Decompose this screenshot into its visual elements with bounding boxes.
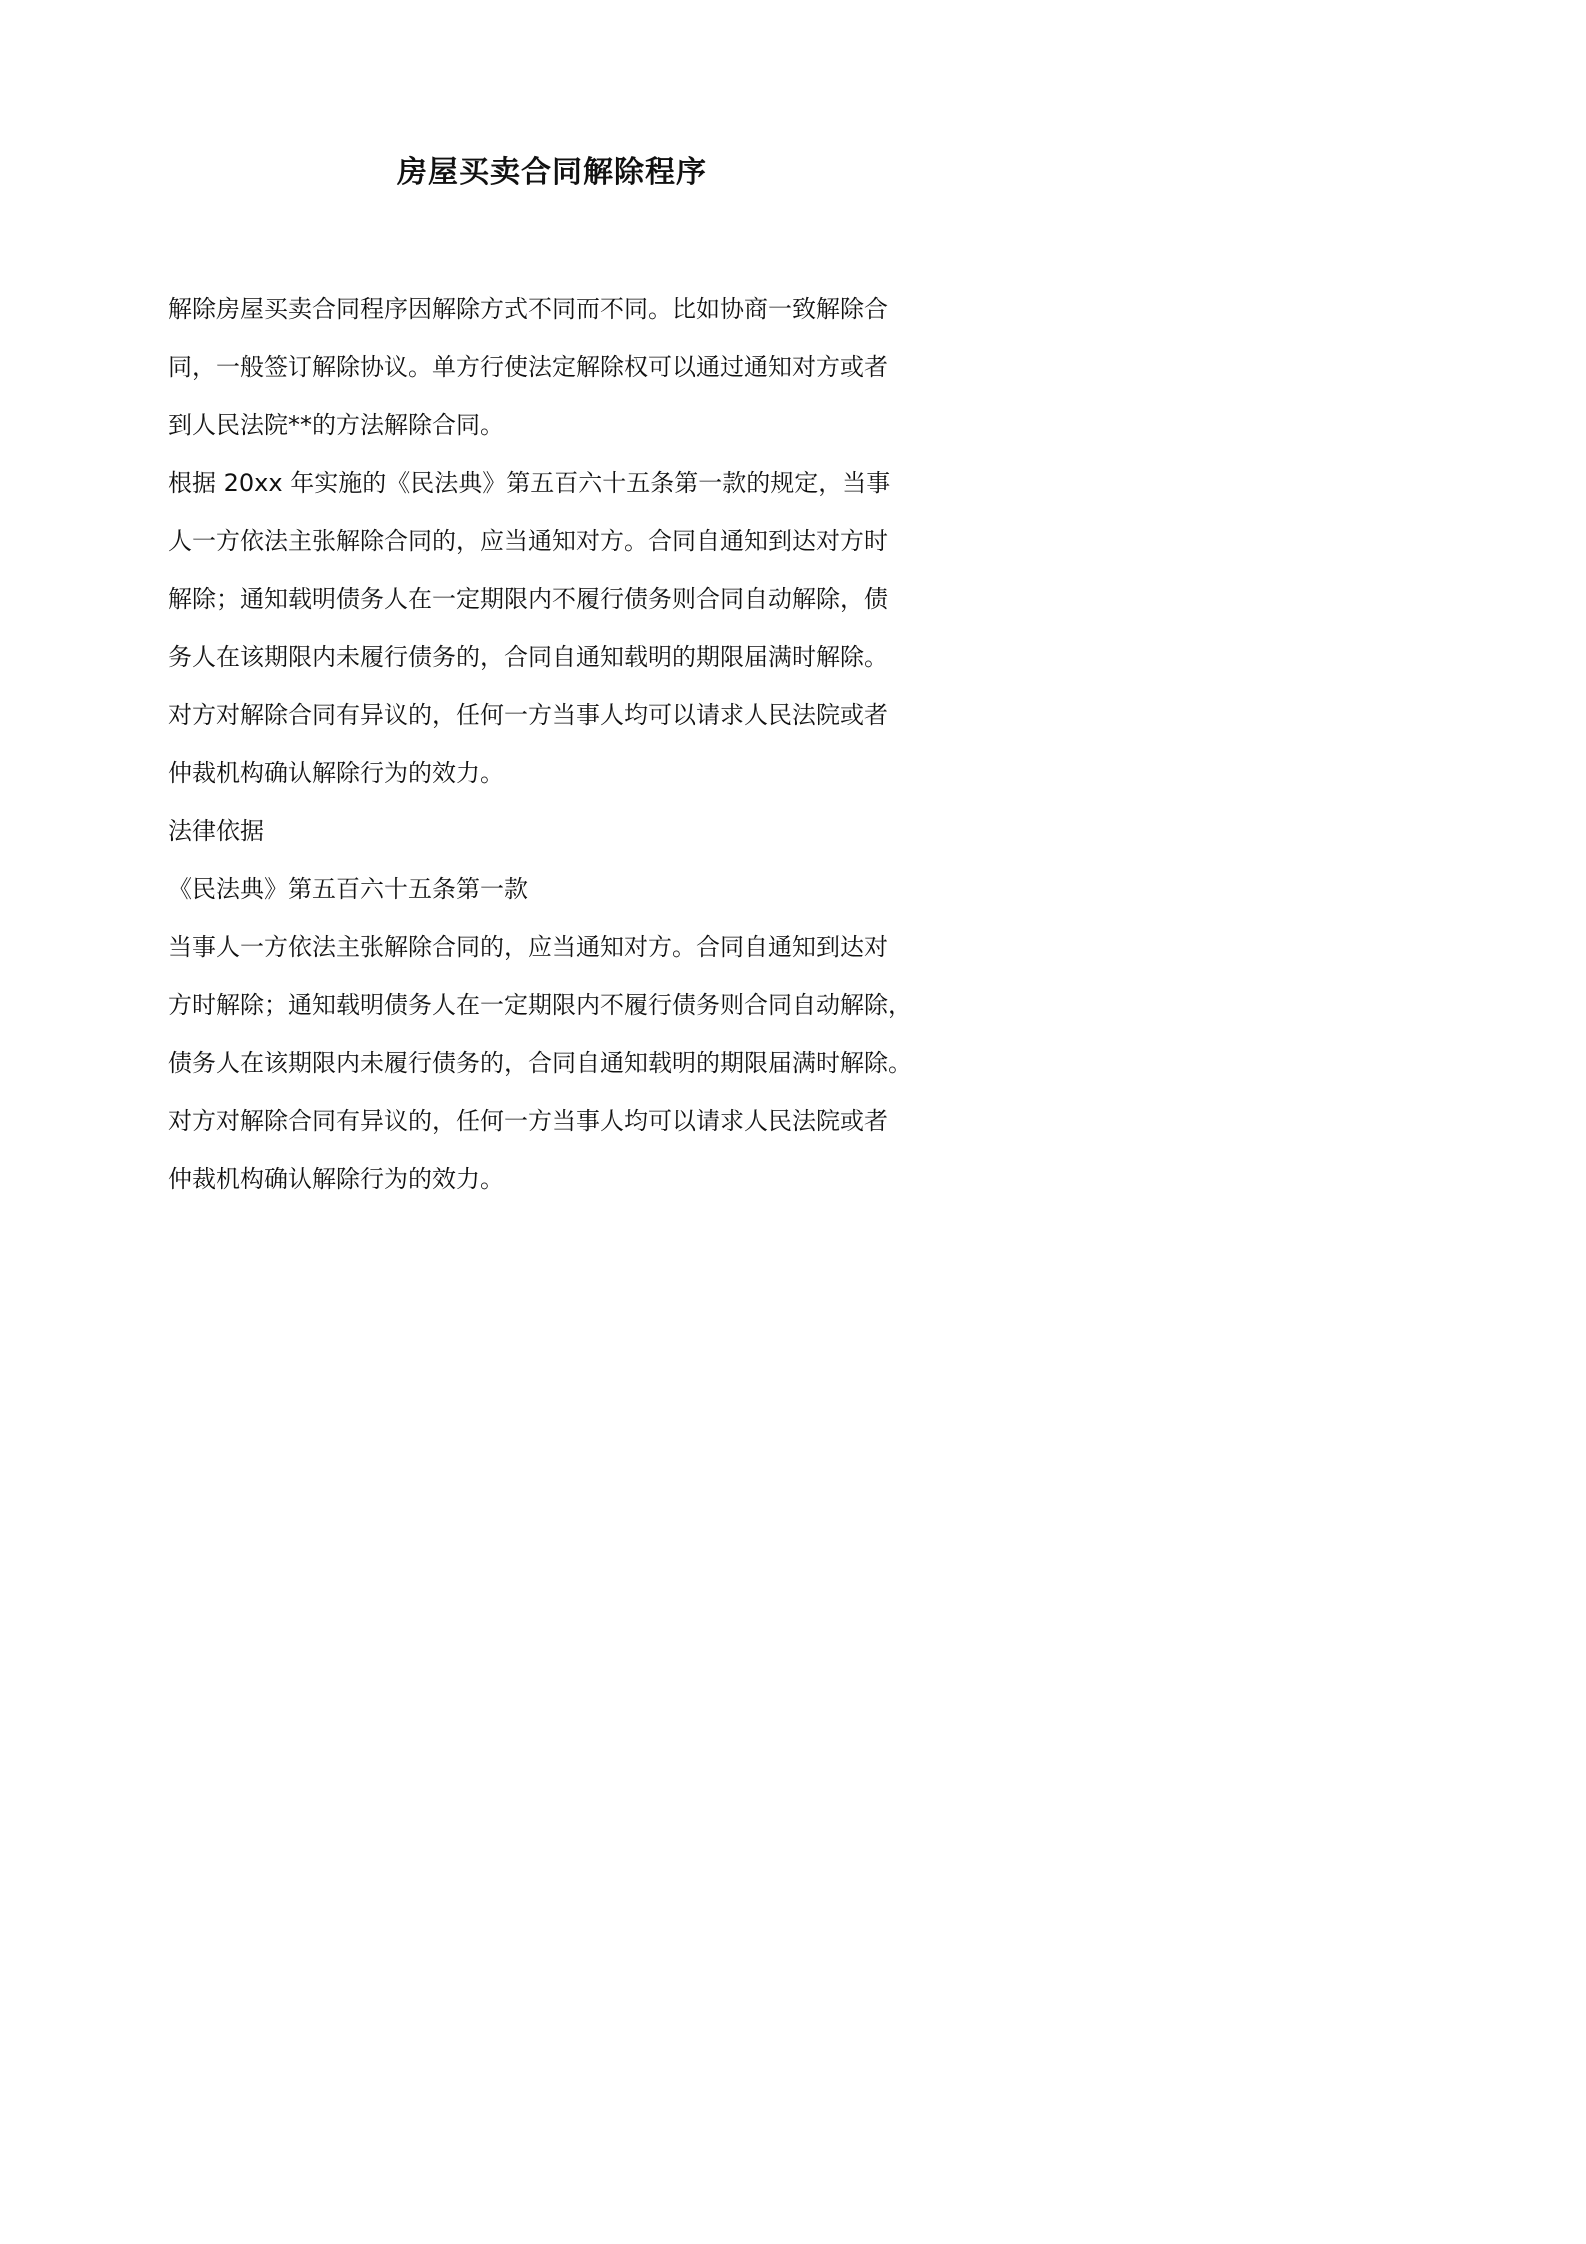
document-page <box>0 0 1104 1561</box>
document-title: 房屋买卖合同解除程序 <box>397 155 707 190</box>
law-citation: 《民法典》第五百六十五条第一款 <box>168 875 528 903</box>
body-line: 当事人一方依法主张解除合同的，应当通知对方。合同自通知到达对 <box>168 933 888 961</box>
body-line: 同，一般签订解除协议。单方行使法定解除权可以通过通知对方或者 <box>168 353 888 381</box>
body-line: 根据 20xx 年实施的《民法典》第五百六十五条第一款的规定，当事 <box>168 469 891 497</box>
document-body <box>168 280 968 1208</box>
body-line: 务人在该期限内未履行债务的，合同自通知载明的期限届满时解除。 <box>168 643 888 671</box>
body-line: 仲裁机构确认解除行为的效力。 <box>168 1165 504 1193</box>
body-line: 解除房屋买卖合同程序因解除方式不同而不同。比如协商一致解除合 <box>168 295 888 323</box>
body-line: 债务人在该期限内未履行债务的，合同自通知载明的期限届满时解除。 <box>168 1049 912 1077</box>
body-line: 对方对解除合同有异议的，任何一方当事人均可以请求人民法院或者 <box>168 1107 888 1135</box>
body-line: 对方对解除合同有异议的，任何一方当事人均可以请求人民法院或者 <box>168 701 888 729</box>
section-heading-legal-basis: 法律依据 <box>168 817 264 845</box>
body-line: 仲裁机构确认解除行为的效力。 <box>168 759 504 787</box>
body-line: 方时解除；通知载明债务人在一定期限内不履行债务则合同自动解除， <box>168 991 912 1019</box>
body-line: 到人民法院**的方法解除合同。 <box>168 411 504 439</box>
body-line: 解除；通知载明债务人在一定期限内不履行债务则合同自动解除，债 <box>168 585 888 613</box>
body-line: 人一方依法主张解除合同的，应当通知对方。合同自通知到达对方时 <box>168 527 888 555</box>
